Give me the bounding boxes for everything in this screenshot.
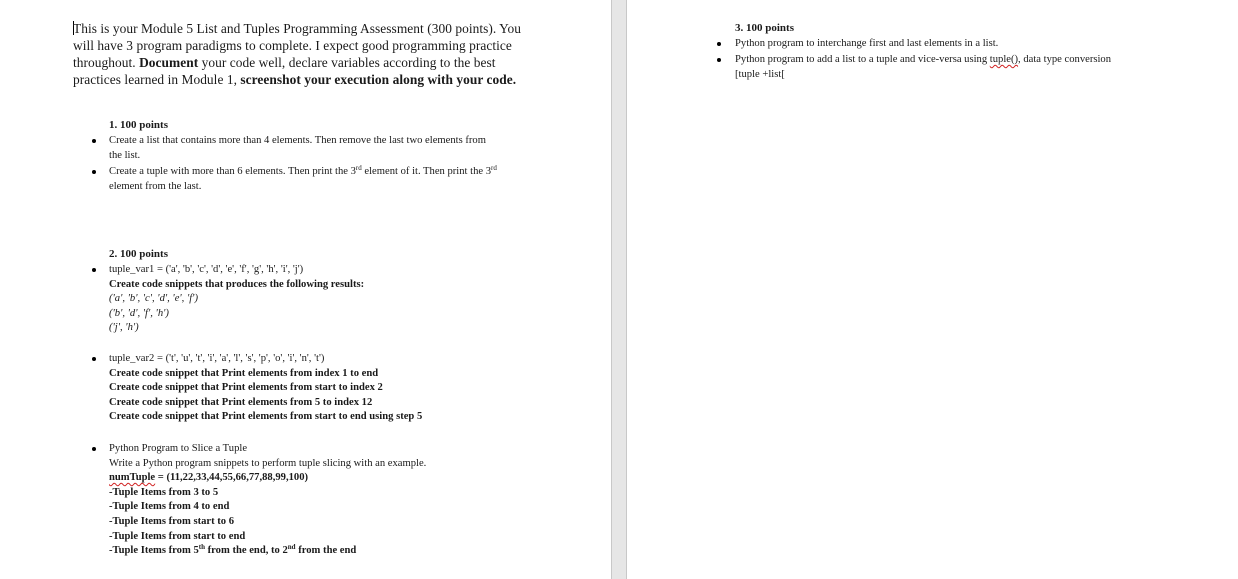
section-2-title: 2. 100 points xyxy=(109,248,168,260)
numtuple-variable: numTuple xyxy=(109,472,156,484)
slice-task-2: -Tuple Items from 4 to end xyxy=(109,501,230,513)
s3b2-text-b: , data type conversion xyxy=(1018,54,1112,65)
section-1-bullet-1-line-2: the list. xyxy=(109,150,141,161)
section-1-title: 1. 100 points xyxy=(109,119,168,131)
section-3-bullet-2 xyxy=(735,53,1111,82)
bullet-icon xyxy=(92,447,96,451)
s3b2-text-a: Python program to add a list to a tuple and vice-versa using xyxy=(735,54,990,65)
s3b2-tuple-func: tuple() xyxy=(989,54,1019,65)
tuple-var2-task-4: Create code snippet that Print elements from start to end using step 5 xyxy=(109,411,423,423)
tuple-var2-task-3: Create code snippet that Print elements from 5 to index 12 xyxy=(109,396,373,408)
s1b2-text-b: element of it. Then print the 3 xyxy=(361,166,492,177)
slice-task-5-c: from the end xyxy=(295,545,357,557)
bullet-icon xyxy=(92,170,96,174)
tuple-var2-task-1: Create code snippet that Print elements from index 1 to end xyxy=(109,367,379,379)
slice-task-5-sup-b: nd xyxy=(287,543,296,552)
slice-task-5 xyxy=(109,544,426,559)
intro-screenshot-bold: screenshot your execution along with your code. xyxy=(240,72,517,87)
s1b2-text-a: Create a tuple with more than 6 elements. Then print the 3 xyxy=(109,166,356,177)
section-3-title: 3. 100 points xyxy=(735,22,794,34)
bullet-icon xyxy=(717,42,721,46)
intro-line-3-start: throughout. xyxy=(73,55,140,70)
slice-description: Write a Python program snippets to perform tuple slicing with an example. xyxy=(109,457,427,469)
intro-line-2: will have 3 program paradigms to complete. I expect good programming practice xyxy=(73,38,512,53)
section-1-bullet-1-line-1: Create a list that contains more than 4 elements. Then remove the last two elements from xyxy=(109,135,486,146)
document-page-left[interactable] xyxy=(0,0,612,579)
intro-line-3-end: your code well, declare variables according to the best xyxy=(198,55,496,70)
slice-task-5-b: from the end, to 2 xyxy=(205,545,288,557)
intro-document-bold: Document xyxy=(139,55,199,70)
bullet-icon xyxy=(92,268,96,272)
tuple-var1-prompt: Create code snippets that produces the following results: xyxy=(109,278,365,290)
slice-task-5-a: -Tuple Items from 5 xyxy=(109,545,199,557)
bullet-icon xyxy=(92,139,96,143)
tuple-var1-block xyxy=(109,263,364,336)
result-3: ('j', 'h') xyxy=(109,322,139,334)
slice-title: Python Program to Slice a Tuple xyxy=(109,443,248,454)
result-1: ('a', 'b', 'c', 'd', 'e', 'f') xyxy=(109,293,198,305)
tuple-var2-task-2: Create code snippet that Print elements from start to index 2 xyxy=(109,382,383,394)
s1b2-sup-b: rd xyxy=(491,164,497,172)
intro-line-4-start: practices learned in Module 1, xyxy=(73,72,241,87)
slice-tuple-block xyxy=(109,442,426,559)
numtuple-values: = (11,22,33,44,55,66,77,88,99,100) xyxy=(155,472,309,484)
slice-task-4: -Tuple Items from start to end xyxy=(109,530,246,542)
section-1-bullet-1 xyxy=(109,133,539,163)
section-3-bullet-1: Python program to interchange first and last elements in a list. xyxy=(735,38,999,49)
tuple-var2-line: tuple_var2 = ('t', 'u', 't', 'i', 'a', 'l', 's', 'p', 'o', 'i', 'n', 't') xyxy=(109,353,325,364)
intro-paragraph xyxy=(73,20,543,88)
section-1-bullet-2 xyxy=(109,164,549,194)
slice-task-5-sup-a: th xyxy=(198,543,205,552)
section-1-bullet-2-line-2: element from the last. xyxy=(109,181,202,192)
slice-task-1: -Tuple Items from 3 to 5 xyxy=(109,486,219,498)
tuple-var1-line: tuple_var1 = ('a', 'b', 'c', 'd', 'e', 'f', 'g', 'h', 'i', 'j') xyxy=(109,264,304,275)
s1b2-sup-a: rd xyxy=(355,164,362,172)
document-page-right[interactable] xyxy=(626,0,1238,579)
section-3-bullet-2-line-2: [tuple +list[ xyxy=(735,68,785,80)
result-2: ('b', 'd', 'f', 'h') xyxy=(109,307,169,319)
slice-task-3: -Tuple Items from start to 6 xyxy=(109,515,235,527)
bullet-icon xyxy=(717,58,721,62)
intro-line-1: This is your Module 5 List and Tuples Programming Assessment (300 points). You xyxy=(73,21,522,36)
bullet-icon xyxy=(92,357,96,361)
tuple-var2-block xyxy=(109,352,422,425)
